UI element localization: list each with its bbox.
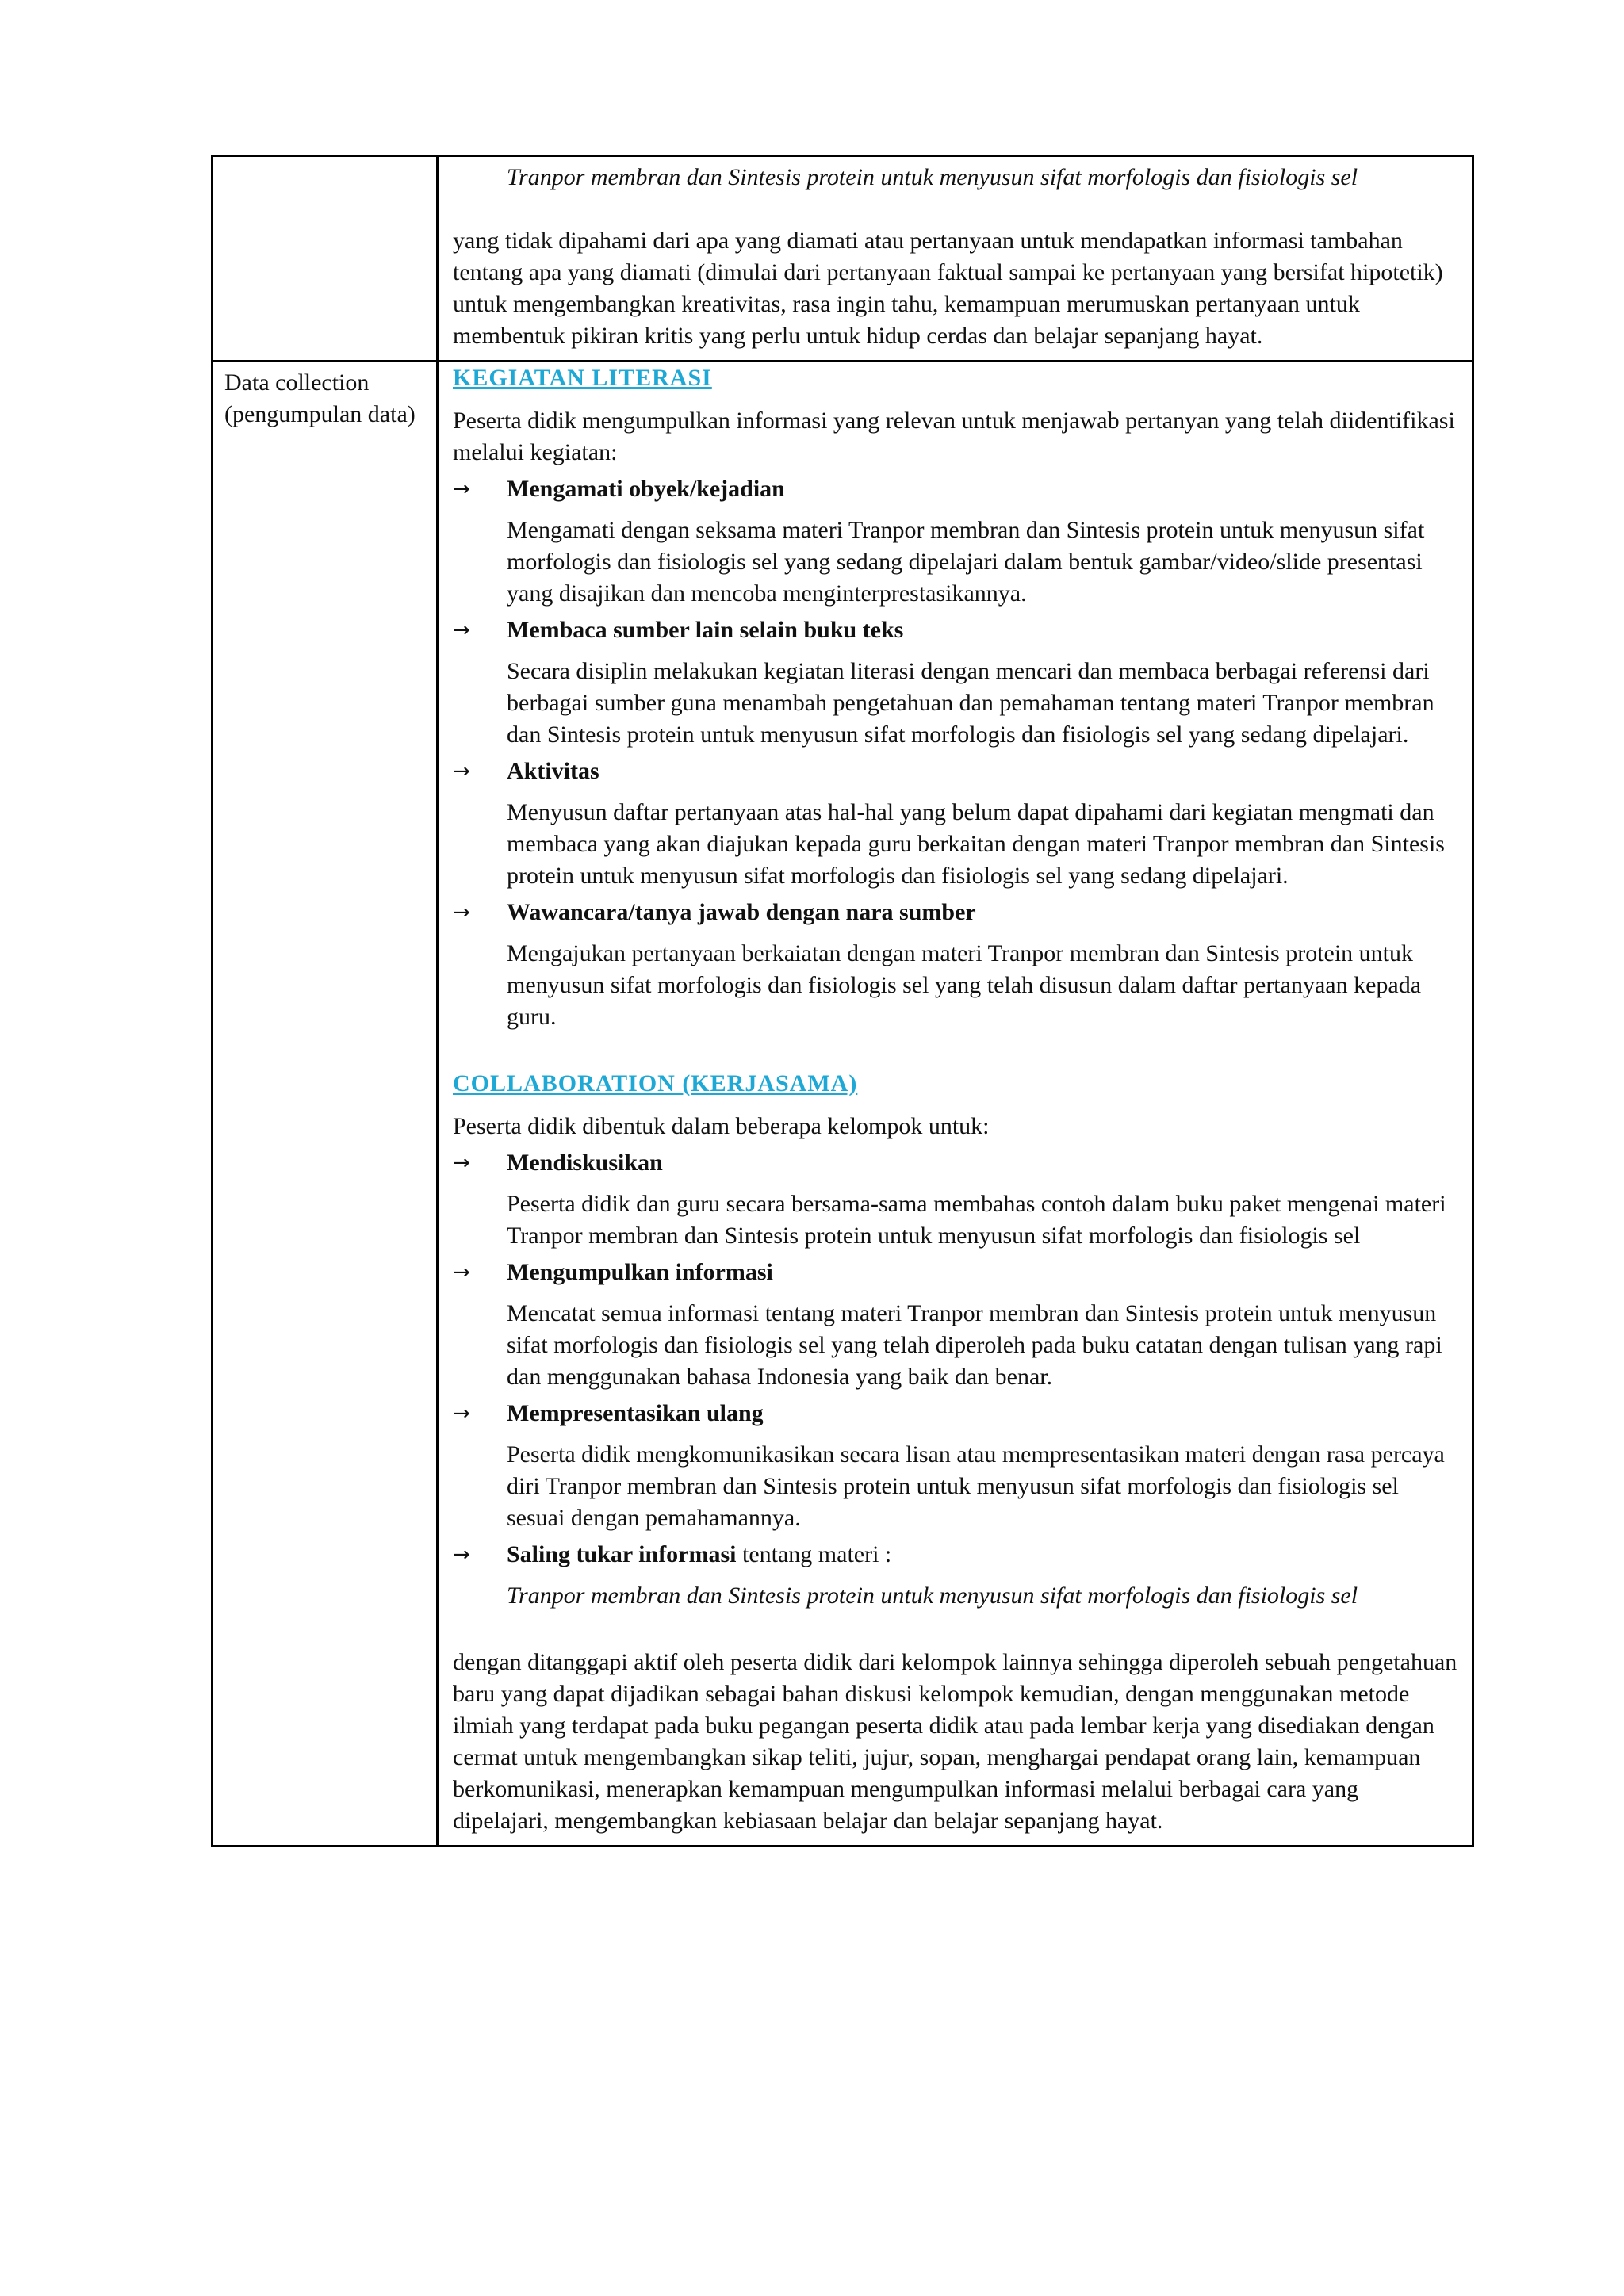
data-collection-label: Data collection (pengumpulan data) — [224, 369, 416, 427]
literasi-intro: Peserta didik mengumpulkan informasi yang relevan untuk menjawab pertanyan yang telah diidentifikasi melalui kegiatan: — [453, 408, 1455, 465]
item-title: Mendiskusikan — [507, 1150, 663, 1176]
item-title: Aktivitas — [507, 758, 599, 784]
arrow-icon: → — [453, 477, 470, 501]
arrow-icon: → — [453, 1261, 470, 1284]
list-item — [453, 1398, 1457, 1534]
arrow-icon: → — [453, 1543, 470, 1567]
material-title-italic: Tranpor membran dan Sintesis protein untuk menyusun sifat morfologis dan fisiologis sel — [507, 164, 1358, 190]
arrow-icon: → — [453, 901, 470, 924]
arrow-icon: → — [453, 618, 470, 642]
list-item — [453, 756, 1457, 892]
item-body: Peserta didik dan guru secara bersama-sama membahas contoh dalam buku paket mengenai materi Tranpor membran dan Sintesis protein untuk menyusun sifat morfologis dan fisiologis sel — [507, 1191, 1446, 1249]
list-item — [453, 1539, 1457, 1612]
closing-paragraph: dengan ditanggapi aktif oleh peserta didik dari kelompok lainnya sehingga diperoleh sebuah pengetahuan baru yang dapat dijadikan sebagai bahan diskusi kelompok kemudian, dengan menggunakan metode ilmiah yang terdapat pada buku pegangan peserta didik atau pada lembar kerja yang disediakan dengan cermat untuk mengembangkan sikap teliti, jujur, sopan, menghargai pendapat orang lain, kemampuan berkomunikasi, menerapkan kemampuan mengumpulkan informasi melalui berbagai cara yang dipelajari, mengembangkan kebiasaan belajar dan belajar sepanjang hayat. — [453, 1649, 1457, 1834]
list-item — [453, 1257, 1457, 1393]
collaboration-heading: COLLABORATION (KERJASAMA) — [453, 1070, 858, 1096]
list-item — [453, 1147, 1457, 1252]
arrow-icon: → — [453, 1402, 470, 1425]
item-body: Mengajukan pertanyaan berkaiatan dengan materi Tranpor membran dan Sintesis protein untuk menyusun sifat morfologis dan fisiologis sel yang telah disusun dalam daftar pertanyaan kepada guru. — [507, 940, 1422, 1030]
row2-left-cell — [213, 362, 438, 1846]
row1-left-cell — [213, 156, 438, 362]
item-title: Mengamati obyek/kejadian — [507, 476, 785, 502]
list-item — [453, 473, 1457, 610]
item-title: Saling tukar informasi — [507, 1541, 737, 1567]
arrow-icon: → — [453, 1151, 470, 1175]
item-body: Mengamati dengan seksama materi Tranpor membran dan Sintesis protein untuk menyusun sifat morfologis dan fisiologis sel yang sedang dipelajari dalam bentuk gambar/video/slide presentasi yang disajikan dan mencoba menginterprestasikannya. — [507, 517, 1425, 607]
arrow-icon: → — [453, 760, 470, 783]
row1-paragraph: yang tidak dipahami dari apa yang diamati atau pertanyaan untuk mendapatkan informasi tambahan tentang apa yang diamati (dimulai dari pertanyaan faktual sampai ke pertanyaan yang bersifat hipotetik) untuk mengembangkan kreativitas, rasa ingin tahu, kemampuan merumuskan pertanyaan untuk membentuk pikiran kritis yang perlu untuk hidup cerdas dan belajar sepanjang hayat. — [453, 228, 1443, 349]
item-body: Mencatat semua informasi tentang materi Tranpor membran dan Sintesis protein untuk menyusun sifat morfologis dan fisiologis sel yang telah diperoleh pada buku catatan dengan tulisan yang rapi dan menggunakan bahasa Indonesia yang baik dan benar. — [507, 1300, 1442, 1390]
row1-right-cell — [438, 156, 1473, 362]
item-title: Membaca sumber lain selain buku teks — [507, 617, 904, 643]
item-title: Mengumpulkan informasi — [507, 1259, 773, 1285]
item-title-suffix: tentang materi : — [736, 1541, 892, 1567]
item-title: Wawancara/tanya jawab dengan nara sumber — [507, 899, 976, 925]
item-body: Peserta didik mengkomunikasikan secara lisan atau mempresentasikan materi dengan rasa percaya diri Tranpor membran dan Sintesis protein untuk menyusun sifat morfologis dan fisiologis sel sesuai dengan pemahamannya. — [507, 1441, 1445, 1531]
lesson-table — [211, 155, 1474, 1847]
collaboration-intro: Peserta didik dibentuk dalam beberapa kelompok untuk: — [453, 1113, 990, 1139]
material-title-italic: Tranpor membran dan Sintesis protein untuk menyusun sifat morfologis dan fisiologis sel — [507, 1582, 1358, 1609]
table-row — [213, 362, 1473, 1846]
item-title: Mempresentasikan ulang — [507, 1400, 764, 1426]
item-body: Menyusun daftar pertanyaan atas hal-hal yang belum dapat dipahami dari kegiatan mengmati dan membaca yang akan diajukan kepada guru berkaitan dengan materi Tranpor membran dan Sintesis protein untuk menyusun sifat morfologis dan fisiologis sel yang sedang dipelajari. — [507, 799, 1445, 889]
item-body: Secara disiplin melakukan kegiatan literasi dengan mencari dan membaca berbagai referensi dari berbagai sumber guna menambah pengetahuan dan pemahaman tentang materi Tranpor membran dan Sintesis protein untuk menyusun sifat morfologis dan fisiologis sel yang sedang dipelajari. — [507, 658, 1434, 748]
row1-label — [213, 157, 436, 166]
literasi-heading: KEGIATAN LITERASI — [453, 365, 712, 391]
list-item — [453, 897, 1457, 1033]
table-row — [213, 156, 1473, 362]
row2-right-cell — [438, 362, 1473, 1846]
list-item — [453, 614, 1457, 751]
